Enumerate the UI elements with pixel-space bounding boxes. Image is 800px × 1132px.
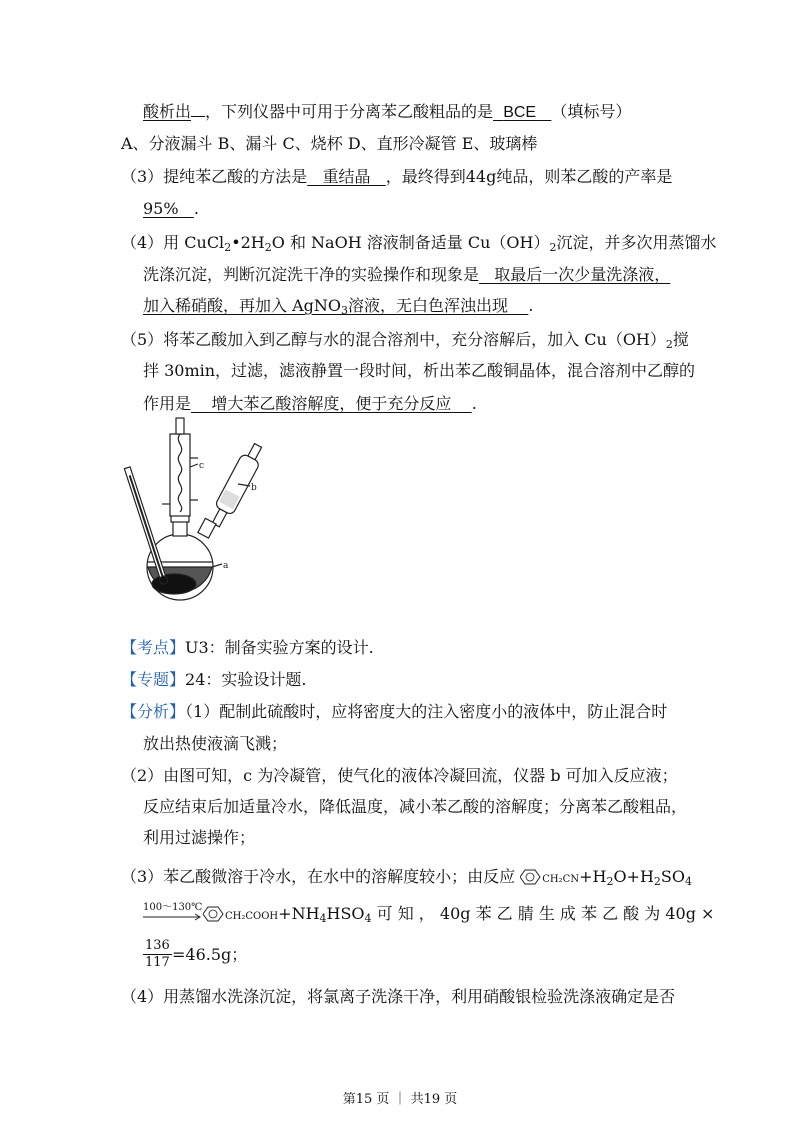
analysis-line: 利用过滤操作； bbox=[143, 828, 256, 847]
zhuanti-line: 【专题】24：实验设计题. bbox=[121, 670, 307, 689]
fenxi-tag: 【分析】 bbox=[121, 702, 186, 721]
analysis-line: 反应结束后加适量冷水，降低温度，减小苯乙酸的溶解度；分离苯乙酸粗品， bbox=[143, 797, 688, 816]
label-a: a bbox=[223, 561, 229, 571]
benzene-ring-icon bbox=[203, 906, 225, 922]
analysis-reaction-line: （3）苯乙酸微溶于冷水，在水中的溶解度较小；由反应 $CH_2CN+H_2O+H_2SO_4$ bbox=[121, 867, 692, 888]
kaodian-tag: 【考点】 bbox=[121, 638, 186, 657]
analysis-line: （2）由图可知，c 为冷凝管，使气化的液体冷凝回流，仪器 b 可加入反应液； bbox=[121, 766, 678, 785]
label-c: c bbox=[199, 461, 205, 471]
question-4-line-3: 加入稀硝酸，再加入 AgNO$_3$溶液，无白色浑浊出现 . bbox=[143, 296, 534, 317]
question-3-line: （3）提纯苯乙酸的方法是 重结晶 ，最终得到44g纯品，则苯乙酸的产率是 bbox=[121, 167, 673, 186]
underlined-answer: 取最后一次少量洗涤液， bbox=[494, 265, 671, 284]
fenxi-line: 【分析】（1）配制此硫酸时，应将密度大的注入密度小的液体中，防止混合时 bbox=[121, 702, 668, 721]
zhuanti-tag: 【专题】 bbox=[121, 670, 186, 689]
question-4-line-2: 洗涤沉淀，判断沉淀洗干净的实验操作和现象是 取最后一次少量洗涤液， bbox=[143, 265, 671, 284]
kaodian-line: 【考点】U3：制备实验方案的设计. bbox=[121, 638, 374, 657]
analysis-line: 放出热使液滴飞溅； bbox=[143, 734, 288, 753]
question-4-line: （4）用 $CuCl_2•2H_2O$ 和 NaOH 溶液制备适量 $Cu(OH)_2$沉淀，并多次用蒸馏水 bbox=[121, 233, 717, 254]
analysis-reaction-line-2: 100～130℃ $CH_2COOH+NH_4HSO_4$ 可 知 ， 40g 苯 乙 腈 生 成 苯 乙 酸 为 40g × bbox=[143, 903, 714, 930]
question-text: （填标号） bbox=[551, 102, 632, 121]
analysis-line: （4）用蒸馏水洗涤沉淀，将氯离子洗涤干净，利用硝酸银检验洗涤液确定是否 bbox=[121, 987, 676, 1006]
question-5-line-2: 拌 30min，过滤，滤液静置一段时间，析出苯乙酸铜晶体，混合溶剂中乙醇的 bbox=[143, 361, 696, 380]
underlined-answer: 95% bbox=[143, 199, 179, 218]
reaction-arrow-icon bbox=[143, 905, 203, 925]
question-5-line: （5）将苯乙酸加入到乙醇与水的混合溶剂中，充分溶解后，加入 $Cu(OH)_2$搅 bbox=[121, 330, 689, 351]
underlined-answer: 加入稀硝酸，再加入 AgNO bbox=[143, 296, 342, 315]
analysis-result: =46.5g； bbox=[172, 945, 248, 964]
answer-line-1 bbox=[143, 101, 631, 124]
options-line: A、分液漏斗 B、漏斗 C、烧杯 D、直形冷凝管 E、玻璃棒 bbox=[121, 134, 538, 153]
question-text: ，下列仪器中可用于分离苯乙酸粗品的是 bbox=[205, 102, 494, 121]
reaction-condition: 100～130℃ bbox=[143, 902, 203, 913]
label-b: b bbox=[251, 483, 257, 493]
page-footer: 第15 页 ｜ 共19 页 bbox=[342, 1092, 458, 1107]
question-3-answer: 95% . bbox=[143, 199, 199, 218]
underlined-answer: BCE bbox=[503, 104, 537, 121]
benzene-ring-icon bbox=[520, 869, 542, 885]
underlined-answer: 重结晶 bbox=[322, 167, 371, 186]
apparatus-diagram bbox=[118, 412, 273, 604]
underlined-answer: 增大苯乙酸溶解度，便于充分反应 bbox=[211, 394, 452, 413]
question-5-line-3: 作用是 增大苯乙酸溶解度，便于充分反应 . bbox=[143, 394, 477, 413]
fraction: $\frac{136}{117}$ bbox=[145, 938, 170, 970]
underlined-answer: 酸析出 bbox=[143, 102, 192, 121]
